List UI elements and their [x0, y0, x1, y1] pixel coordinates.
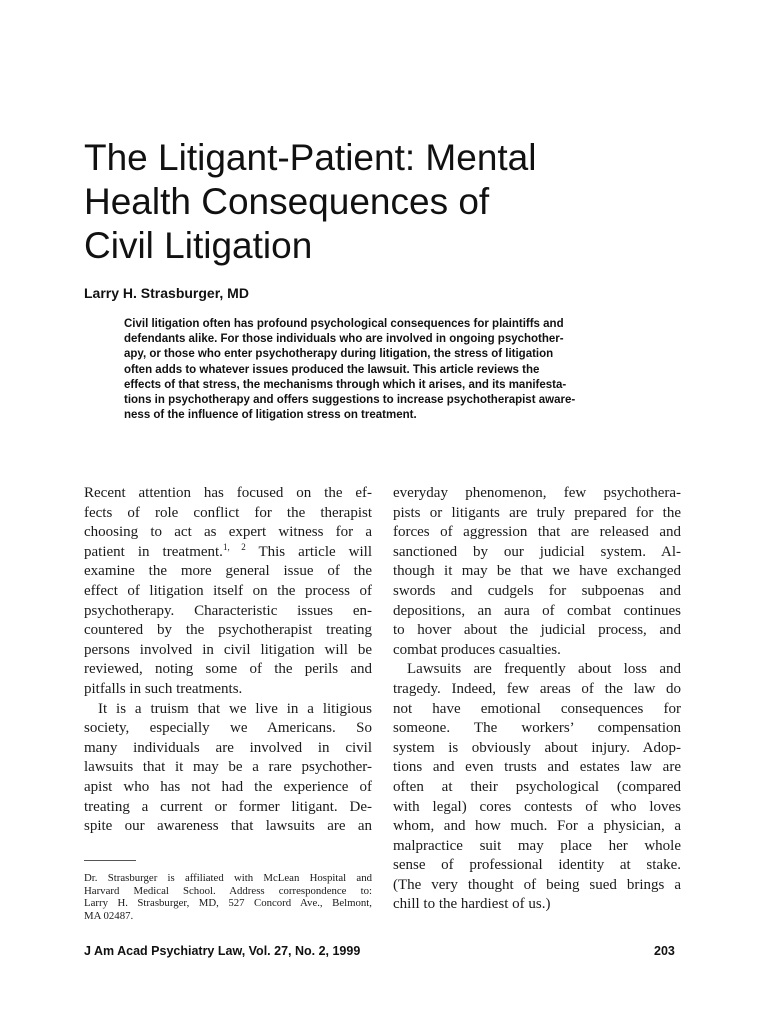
body-line: [393, 680, 681, 700]
body-line-text: fects of role conflict for the therapist: [84, 504, 372, 521]
body-line-text: malpractice suit may place her whole: [393, 837, 681, 854]
body-line-text: everyday phenomenon, few psychothera-: [393, 485, 681, 501]
body-line: [84, 562, 372, 582]
author-name: Larry H. Strasburger, MD: [84, 285, 249, 301]
body-line-text: spite our awareness that lawsuits are an: [84, 818, 372, 835]
footnote-rule: [84, 860, 136, 861]
body-line-text: reviewed, noting some of the perils and: [84, 661, 372, 678]
article-title: [84, 136, 684, 268]
body-line-text: forces of aggression that are released and: [393, 524, 681, 541]
body-line: [84, 523, 372, 543]
body-line: [84, 778, 372, 798]
body-line-text: patient in treatment.: [84, 543, 223, 560]
body-line: [393, 700, 681, 720]
body-line: [393, 484, 681, 504]
abstract: [124, 317, 644, 423]
body-line-text: not have emotional consequences for: [393, 700, 681, 717]
body-line-text: though it may be that we have exchanged: [393, 563, 681, 580]
footnote-line: Harvard Medical School. Address correspondence to:: [84, 884, 372, 897]
body-line-text: with legal) cores contests of who loves: [393, 798, 681, 815]
body-line-text: sense of professional identity at stake.: [393, 857, 681, 874]
footnote-line: MA 02487.: [84, 909, 134, 922]
title-line: Health Consequences of: [84, 181, 490, 222]
body-line: [393, 856, 681, 876]
body-line: [84, 543, 372, 563]
body-line: [393, 798, 681, 818]
body-line: [393, 562, 681, 582]
abstract-line: often adds to whatever issues produced the lawsuit. This article reviews the: [124, 363, 540, 376]
abstract-line: Civil litigation often has profound psychological consequences for plaintiffs and: [124, 318, 564, 330]
body-line: [84, 680, 372, 700]
body-line: [84, 700, 372, 720]
body-line: [84, 582, 372, 602]
body-line: [84, 504, 372, 524]
body-line: [84, 660, 372, 680]
body-line-text: persons involved in civil litigation will be: [84, 641, 372, 658]
body-line-text: pitfalls in such treatments.: [84, 680, 243, 697]
body-line: [84, 621, 372, 641]
body-line-text: often at their psychological (compared: [393, 778, 681, 795]
body-line: [393, 895, 681, 915]
body-line-text: tions and even trusts and estates law are: [393, 759, 681, 776]
body-line-text: chill to the hardiest of us.): [393, 896, 551, 913]
body-line: [393, 837, 681, 857]
page-number: 203: [654, 944, 675, 958]
body-line-text: Lawsuits are frequently about loss and: [407, 661, 681, 678]
body-line: [393, 660, 681, 680]
body-line: [393, 504, 681, 524]
abstract-line: defendants alike. For those individuals who are involved in ongoing psychother-: [124, 333, 564, 346]
body-line: [84, 758, 372, 778]
body-line-text: whom, and how much. For a physician, a: [393, 818, 681, 835]
body-line: [393, 543, 681, 563]
abstract-line: effects of that stress, the mechanisms through which it arises, and its manifesta-: [124, 378, 567, 391]
body-line-text: sanctioned by our judicial system. Al-: [393, 543, 681, 560]
body-line: [393, 719, 681, 739]
body-line: [393, 778, 681, 798]
abstract-line: ness of the influence of litigation stress on treatment.: [124, 409, 417, 422]
body-line-text: psychotherapy. Characteristic issues en-: [84, 602, 372, 619]
body-line: [84, 798, 372, 818]
body-line-text: apist who has not had the experience of: [84, 778, 372, 795]
body-line: [393, 817, 681, 837]
body-line-text: system is obviously about injury. Adop-: [393, 739, 681, 756]
body-line-text: This article will: [245, 543, 373, 560]
body-line-text: many individuals are involved in civil: [84, 739, 372, 756]
body-line-text: depositions, an aura of combat continues: [393, 602, 681, 619]
body-line: [393, 876, 681, 896]
body-line-text: examine the more general issue of the: [84, 563, 372, 580]
footnote-line: Dr. Strasburger is affiliated with McLean Hospital and: [84, 872, 372, 884]
body-line: [84, 641, 372, 661]
title-line: The Litigant-Patient: Mental: [84, 137, 537, 178]
body-line-text: countered by the psychotherapist treating: [84, 622, 372, 639]
abstract-line: apy, or those who enter psychotherapy during litigation, the stress of litigation: [124, 348, 554, 361]
body-line-text: treating a current or former litigant. De-: [84, 798, 372, 815]
body-line: [84, 817, 372, 837]
body-line: [393, 641, 681, 661]
body-line-text: society, especially we Americans. So: [84, 720, 372, 737]
footnote-line: Larry H. Strasburger, MD, 527 Concord Ave., Belmont,: [84, 897, 372, 910]
body-line-text: It is a truism that we live in a litigious: [98, 700, 372, 717]
body-line: [393, 739, 681, 759]
body-line-text: effect of litigation itself on the process of: [84, 582, 372, 599]
body-line-text: choosing to act as expert witness for a: [84, 524, 372, 541]
body-line-text: (The very thought of being sued brings a: [393, 876, 681, 893]
body-line: [84, 602, 372, 622]
body-line-text: someone. The workers’ compensation: [393, 720, 681, 737]
body-line: [393, 582, 681, 602]
body-line-text: lawsuits that it may be a rare psychother-: [84, 759, 372, 776]
body-line: [393, 621, 681, 641]
body-line: [393, 602, 681, 622]
body-line-text: tragedy. Indeed, few areas of the law do: [393, 680, 681, 697]
body-column-left: [84, 484, 372, 837]
body-line: [393, 758, 681, 778]
body-line-text: pists or litigants are truly prepared for the: [393, 504, 681, 521]
body-line-text: combat produces casualties.: [393, 641, 561, 658]
body-line-text: swords and cudgels for subpoenas and: [393, 582, 681, 599]
body-line: [84, 719, 372, 739]
body-line-text: to hover about the judicial process, and: [393, 622, 681, 639]
abstract-line: tions in psychotherapy and offers suggestions to increase psychotherapist aware-: [124, 394, 576, 407]
body-line: [84, 484, 372, 504]
body-line: [393, 523, 681, 543]
body-line: [84, 739, 372, 759]
journal-citation: J Am Acad Psychiatry Law, Vol. 27, No. 2, 1999: [84, 944, 361, 958]
body-column-right: [393, 484, 681, 915]
citation-superscript: 1, 2: [222, 541, 246, 552]
title-line: Civil Litigation: [84, 225, 313, 266]
footnote: [84, 872, 372, 922]
body-line-text: Recent attention has focused on the ef-: [84, 485, 372, 501]
